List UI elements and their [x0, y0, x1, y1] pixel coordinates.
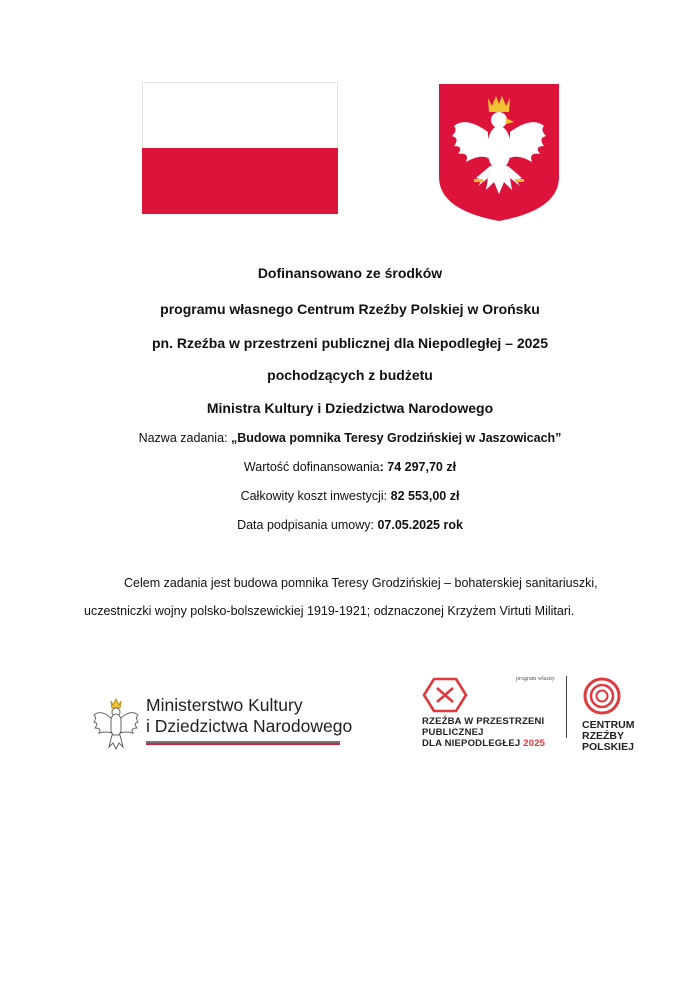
flag-white-stripe	[142, 82, 338, 148]
signing-date-row	[0, 518, 700, 532]
program-title	[422, 716, 545, 749]
centrum-name-line-1: CENTRUM	[582, 719, 635, 731]
task-name-label: Nazwa zadania:	[138, 431, 228, 445]
program-hexagon-icon	[422, 676, 468, 714]
total-cost-row	[0, 489, 700, 503]
centrum-name-line-3: POLSKIEJ	[582, 741, 634, 753]
ministry-name-line-1: Ministerstwo Kultury	[146, 695, 303, 715]
polish-eagle-emblem-icon	[436, 82, 562, 222]
program-title-line-2: PUBLICZNEJ	[422, 727, 484, 738]
funding-row	[0, 460, 700, 474]
logo-divider	[566, 676, 567, 738]
description-line-2: uczestniczki wojny polsko-bolszewickiej 1919-1921; odznaczonej Krzyżem Virtuti Militari.	[84, 604, 575, 618]
heading-line-1: Dofinansowano ze środków	[257, 265, 443, 281]
funding-label: Wartość dofinansowania	[243, 460, 380, 474]
ministry-logo	[92, 693, 352, 757]
signing-date-label: Data podpisania umowy:	[237, 518, 374, 532]
description-line-1: Celem zadania jest budowa pomnika Teresy Grodzińskiej – bohaterskiej sanitariuszki,	[124, 576, 598, 590]
program-title-line-1: RZEŹBA W PRZESTRZENI	[422, 716, 545, 727]
ministry-name	[146, 695, 352, 737]
program-year: 2025	[523, 738, 546, 749]
heading-line-2: programu własnego Centrum Rzeźby Polskiej w Orońsku	[160, 301, 540, 317]
task-name-value: „Budowa pomnika Teresy Grodzińskiej w Jaszowicach”	[231, 431, 562, 445]
polish-flag	[142, 82, 338, 214]
heading-line-4: pochodzących z budżetu	[267, 367, 433, 383]
centrum-name	[582, 720, 635, 753]
total-cost-label: Całkowity koszt inwestycji:	[240, 489, 388, 503]
heading-line-3: pn. Rzeźba w przestrzeni publicznej dla Niepodległej – 2025	[152, 335, 548, 351]
ministry-name-line-2: i Dziedzictwa Narodowego	[146, 716, 353, 736]
centrum-circle-icon	[582, 676, 622, 716]
ministry-underline	[146, 741, 340, 745]
ministry-eagle-icon	[92, 695, 140, 751]
program-title-line-3: DLA NIEPODLEGŁEJ 2025	[422, 738, 546, 749]
total-cost-value: 82 553,00 zł	[390, 489, 460, 503]
program-logo	[418, 670, 658, 770]
flag-red-stripe	[142, 148, 338, 214]
program-own-label: program własny	[516, 676, 555, 682]
heading-line-5: Ministra Kultury i Dziedzictwa Narodowego	[206, 400, 494, 416]
funding-value: : 74 297,70 zł	[379, 460, 457, 474]
centrum-name-line-2: RZEŹBY	[582, 730, 624, 742]
signing-date-value: 07.05.2025 rok	[377, 518, 463, 532]
task-name-row	[0, 431, 700, 445]
